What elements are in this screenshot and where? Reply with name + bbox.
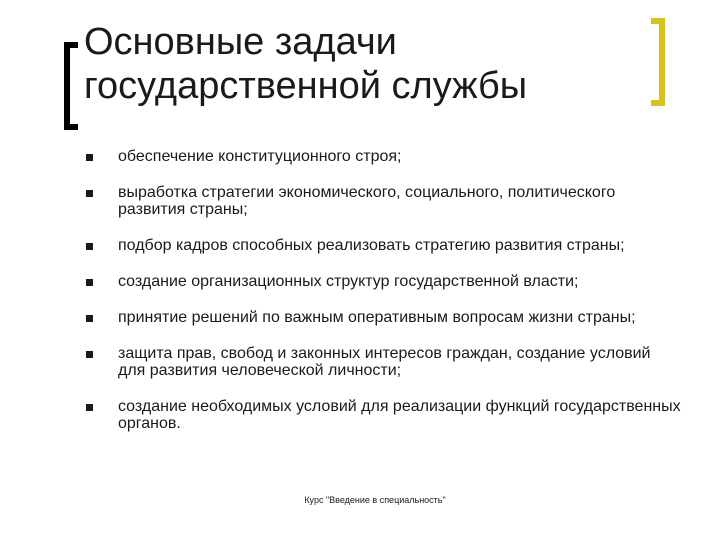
left-bracket-decoration	[64, 42, 78, 130]
list-item	[82, 273, 682, 290]
list-item-text: выработка стратегии экономического, социального, политического развития страны;	[118, 184, 616, 218]
list-item	[82, 148, 682, 165]
square-bullet-icon	[86, 404, 93, 411]
list-item-text: принятие решений по важным оперативным вопросам жизни страны;	[118, 309, 636, 326]
square-bullet-icon	[86, 190, 93, 197]
list-item-text: защита прав, свобод и законных интересов граждан, создание условий для развития человеческой личности;	[118, 345, 651, 379]
square-bullet-icon	[86, 154, 93, 161]
list-item	[82, 237, 682, 254]
list-item	[82, 345, 682, 379]
slide-title-line-1: Основные задачи	[84, 21, 397, 63]
right-bracket-decoration	[651, 18, 665, 106]
square-bullet-icon	[86, 351, 93, 358]
list-item	[82, 398, 682, 432]
task-list	[82, 148, 682, 451]
slide-footer: Курс "Введение в специальность"	[304, 495, 446, 505]
list-item-text: создание необходимых условий для реализации функций государственных органов.	[118, 398, 681, 432]
square-bullet-icon	[86, 279, 93, 286]
list-item	[82, 184, 682, 218]
list-item	[82, 309, 682, 326]
list-item-text: создание организационных структур государственной власти;	[118, 273, 579, 290]
square-bullet-icon	[86, 243, 93, 250]
list-item-text: обеспечение конституционного строя;	[118, 148, 402, 165]
slide-title	[84, 20, 527, 108]
slide-title-line-2: государственной службы	[84, 65, 528, 107]
square-bullet-icon	[86, 315, 93, 322]
list-item-text: подбор кадров способных реализовать стратегию развития страны;	[118, 237, 625, 254]
